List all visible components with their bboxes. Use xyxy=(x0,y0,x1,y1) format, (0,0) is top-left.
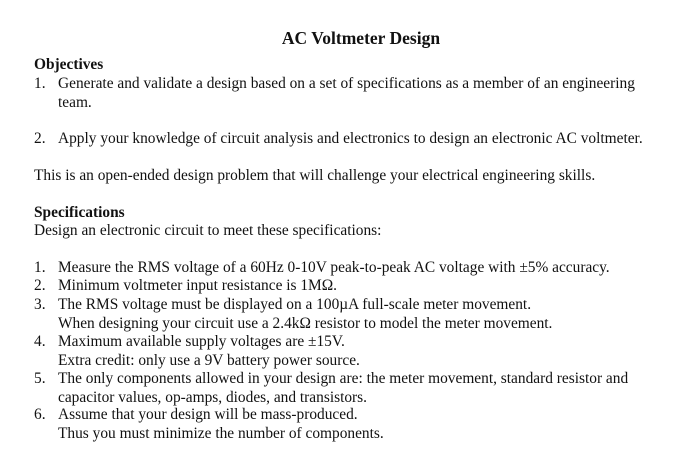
specification-item-line: Measure the RMS voltage of a 60Hz 0-10V peak-to-peak AC voltage with ±5% accuracy. xyxy=(58,259,610,276)
specification-item-text xyxy=(58,370,668,407)
specification-item-number: 5. xyxy=(34,370,46,387)
specifications-heading: Specifications xyxy=(34,204,125,221)
specification-item-number: 3. xyxy=(34,296,46,313)
specification-item-number: 1. xyxy=(34,259,46,276)
objective-item-number: 2. xyxy=(34,130,46,147)
specification-item-line: The RMS voltage must be displayed on a 100µA full-scale meter movement. xyxy=(58,296,532,313)
objective-item-number: 1. xyxy=(34,75,46,92)
specification-item-number: 4. xyxy=(34,333,46,350)
specification-item-text xyxy=(58,406,668,443)
specification-item-text xyxy=(58,333,668,370)
specification-item-number: 6. xyxy=(34,406,46,423)
objective-item-text xyxy=(58,75,668,112)
objective-item-line: Generate and validate a design based on a set of specifications as a member of an engineering xyxy=(58,75,635,92)
specification-item-line: Minimum voltmeter input resistance is 1MΩ. xyxy=(58,277,338,294)
objective-item-line: team. xyxy=(58,93,92,111)
specification-item-line: capacitor values, op-amps, diodes, and transistors. xyxy=(58,388,368,406)
document-title: AC Voltmeter Design xyxy=(281,28,441,48)
specification-item-line: Thus you must minimize the number of components. xyxy=(58,424,384,442)
specification-item-line: Maximum available supply voltages are ±15V. xyxy=(58,333,345,350)
specifications-lead: Design an electronic circuit to meet these specifications: xyxy=(34,222,382,239)
specification-item-line: When designing your circuit use a 2.4kΩ resistor to model the meter movement. xyxy=(58,314,553,332)
objective-item-text xyxy=(58,130,668,149)
specification-item-number: 2. xyxy=(34,277,46,294)
intro-paragraph: This is an open-ended design problem that will challenge your electrical engineering skills. xyxy=(34,167,596,184)
specification-item-text xyxy=(58,259,668,278)
specification-item-line: Extra credit: only use a 9V battery power source. xyxy=(58,351,360,369)
specification-item-line: Assume that your design will be mass-produced. xyxy=(58,406,358,423)
specification-item-text xyxy=(58,296,668,333)
specification-item-line: The only components allowed in your design are: the meter movement, standard resistor and xyxy=(58,370,629,387)
objective-item-line: Apply your knowledge of circuit analysis and electronics to design an electronic AC voltmeter. xyxy=(58,130,643,147)
objectives-heading: Objectives xyxy=(34,56,104,73)
specification-item-text xyxy=(58,277,668,296)
